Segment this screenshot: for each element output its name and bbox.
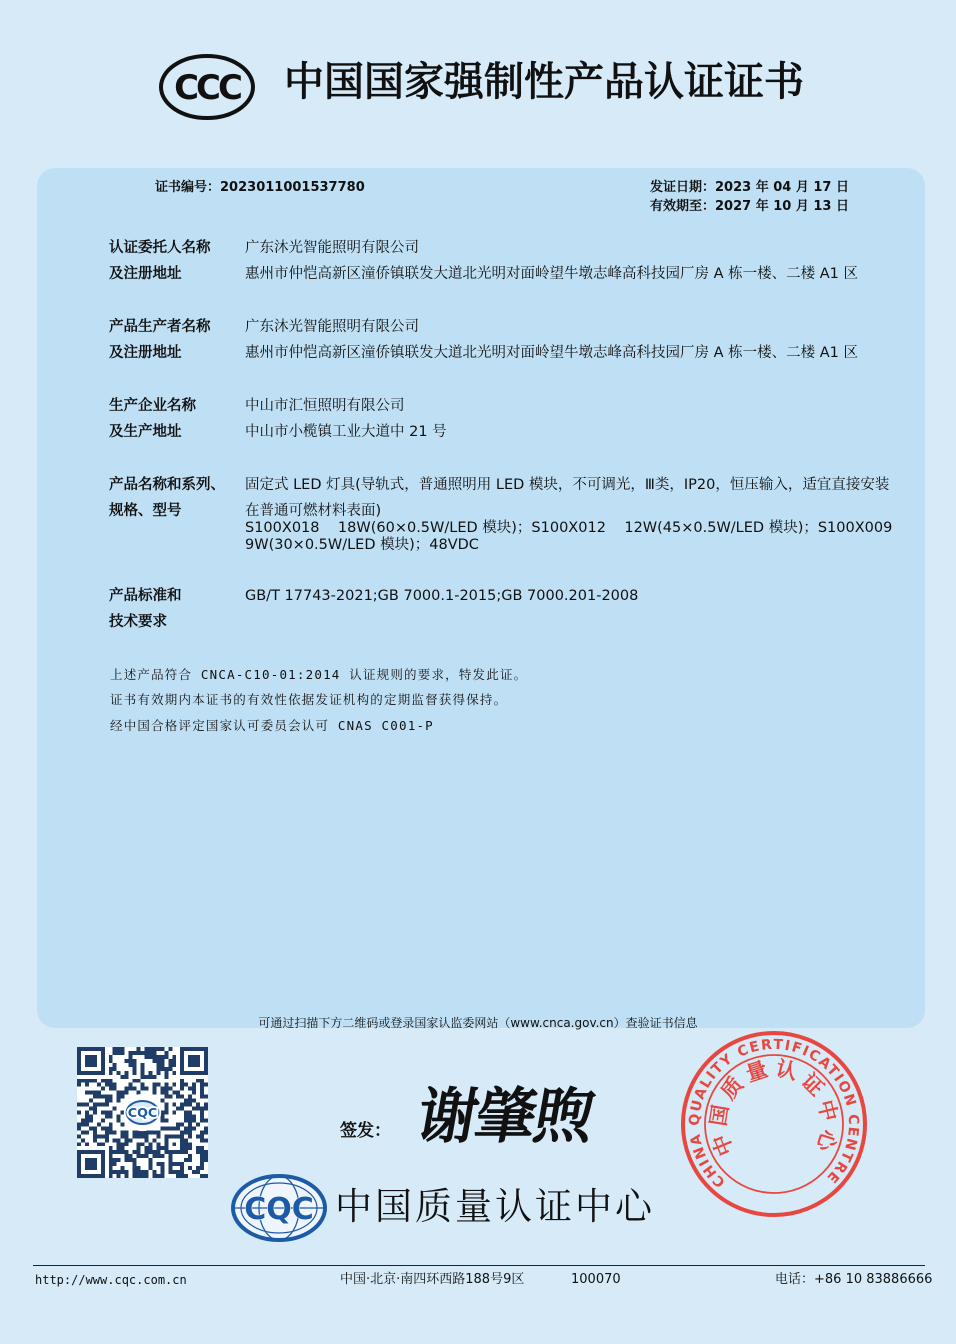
product-label: 产品名称和系列、 xyxy=(109,477,225,493)
factory-name: 中山市汇恒照明有限公司 xyxy=(245,398,405,414)
product-model-line: S100X018 18W(60×0.5W/LED 模块)；S100X012 12W(45×0.5W/LED 模块)；S100X009 xyxy=(245,520,893,536)
ccc-logo xyxy=(158,53,256,121)
issue-date-label: 发证日期： xyxy=(650,180,716,195)
statement-line: 经中国合格评定国家认可委员会认可 CNAS C001-P xyxy=(110,718,434,733)
footer-divider xyxy=(33,1265,925,1266)
manufacturer-address: 惠州市仲恺高新区潼侨镇联发大道北光明对面岭望牛墩志峰高科技园厂房 A 栋一楼、二楼 A1 区 xyxy=(245,345,858,361)
seal-chinese-textpath: 中国质量认证中心 xyxy=(706,1056,842,1160)
product-model-line: 9W(30×0.5W/LED 模块)；48VDC xyxy=(245,537,479,553)
issuer-label: 签发： xyxy=(340,1121,391,1141)
issuer-signature: 谢肇煦 xyxy=(411,1082,599,1152)
manufacturer-label: 产品生产者名称 xyxy=(109,319,211,335)
expiry-date xyxy=(650,199,849,215)
expiry-date-label: 有效期至： xyxy=(650,199,716,214)
applicant-name: 广东沐光智能照明有限公司 xyxy=(245,240,419,256)
standards-value: GB/T 17743-2021;GB 7000.1-2015;GB 7000.201-2008 xyxy=(245,588,639,604)
certification-seal xyxy=(678,1028,870,1220)
applicant-address: 惠州市仲恺高新区潼侨镇联发大道北光明对面岭望牛墩志峰高科技园厂房 A 栋一楼、二楼 A1 区 xyxy=(245,266,858,282)
statement-line: 证书有效期内本证书的有效性依据发证机构的定期监督获得保持。 xyxy=(110,692,508,707)
seal-english-textpath: CHINA QUALITY CERTIFICATION CENTRE xyxy=(686,1036,862,1191)
cqc-logo xyxy=(230,1173,328,1243)
expiry-date-value: 2027 年 10 月 13 日 xyxy=(715,199,850,214)
qr-code xyxy=(77,1047,208,1178)
standards-label-2: 技术要求 xyxy=(109,614,167,630)
certificate-number xyxy=(155,180,365,196)
applicant-label: 认证委托人名称 xyxy=(109,240,211,256)
certificate-title: 中国国家强制性产品认证证书 xyxy=(284,59,804,105)
certificate-number-label: 证书编号： xyxy=(155,180,221,195)
manufacturer-address-label: 及注册地址 xyxy=(109,345,182,361)
product-description-line: 在普通可燃材料表面) xyxy=(245,503,382,519)
issue-date xyxy=(650,180,849,196)
qr-logo-text: CQC xyxy=(127,1104,158,1120)
applicant-address-label: 及注册地址 xyxy=(109,266,182,282)
manufacturer-name: 广东沐光智能照明有限公司 xyxy=(245,319,419,335)
standards-label: 产品标准和 xyxy=(109,588,182,604)
cqc-logo-text: CQC xyxy=(244,1192,314,1227)
seal-chinese-text xyxy=(706,1056,841,1159)
factory-address: 中山市小榄镇工业大道中 21 号 xyxy=(245,424,447,440)
organization-name: 中国质量认证中心 xyxy=(335,1185,655,1228)
verify-note: 可通过扫描下方二维码或登录国家认监委网站（www.cnca.gov.cn）查验证书信息 xyxy=(258,1016,698,1030)
factory-address-label: 及生产地址 xyxy=(109,424,182,440)
footer-phone: 电话：+86 10 83886666 xyxy=(775,1272,933,1287)
issue-date-value: 2023 年 04 月 17 日 xyxy=(715,180,850,195)
product-description-line: 固定式 LED 灯具(导轨式，普通照明用 LED 模块，不可调光，Ⅲ类，IP20，恒压输入，适宜直接安装 xyxy=(245,477,890,493)
footer-postcode: 100070 xyxy=(571,1272,621,1287)
product-model-label: 规格、型号 xyxy=(109,503,182,519)
ccc-logo-text: CCC xyxy=(174,68,240,108)
statement-line: 上述产品符合 CNCA-C10-01:2014 认证规则的要求，特发此证。 xyxy=(110,667,528,682)
footer-address: 中国·北京·南四环西路188号9区 xyxy=(340,1272,525,1287)
factory-label: 生产企业名称 xyxy=(109,398,196,414)
certificate-number-value: 2023011001537780 xyxy=(220,180,365,195)
footer-website: http://www.cqc.com.cn xyxy=(35,1273,187,1287)
qr-center-logo xyxy=(124,1094,161,1131)
